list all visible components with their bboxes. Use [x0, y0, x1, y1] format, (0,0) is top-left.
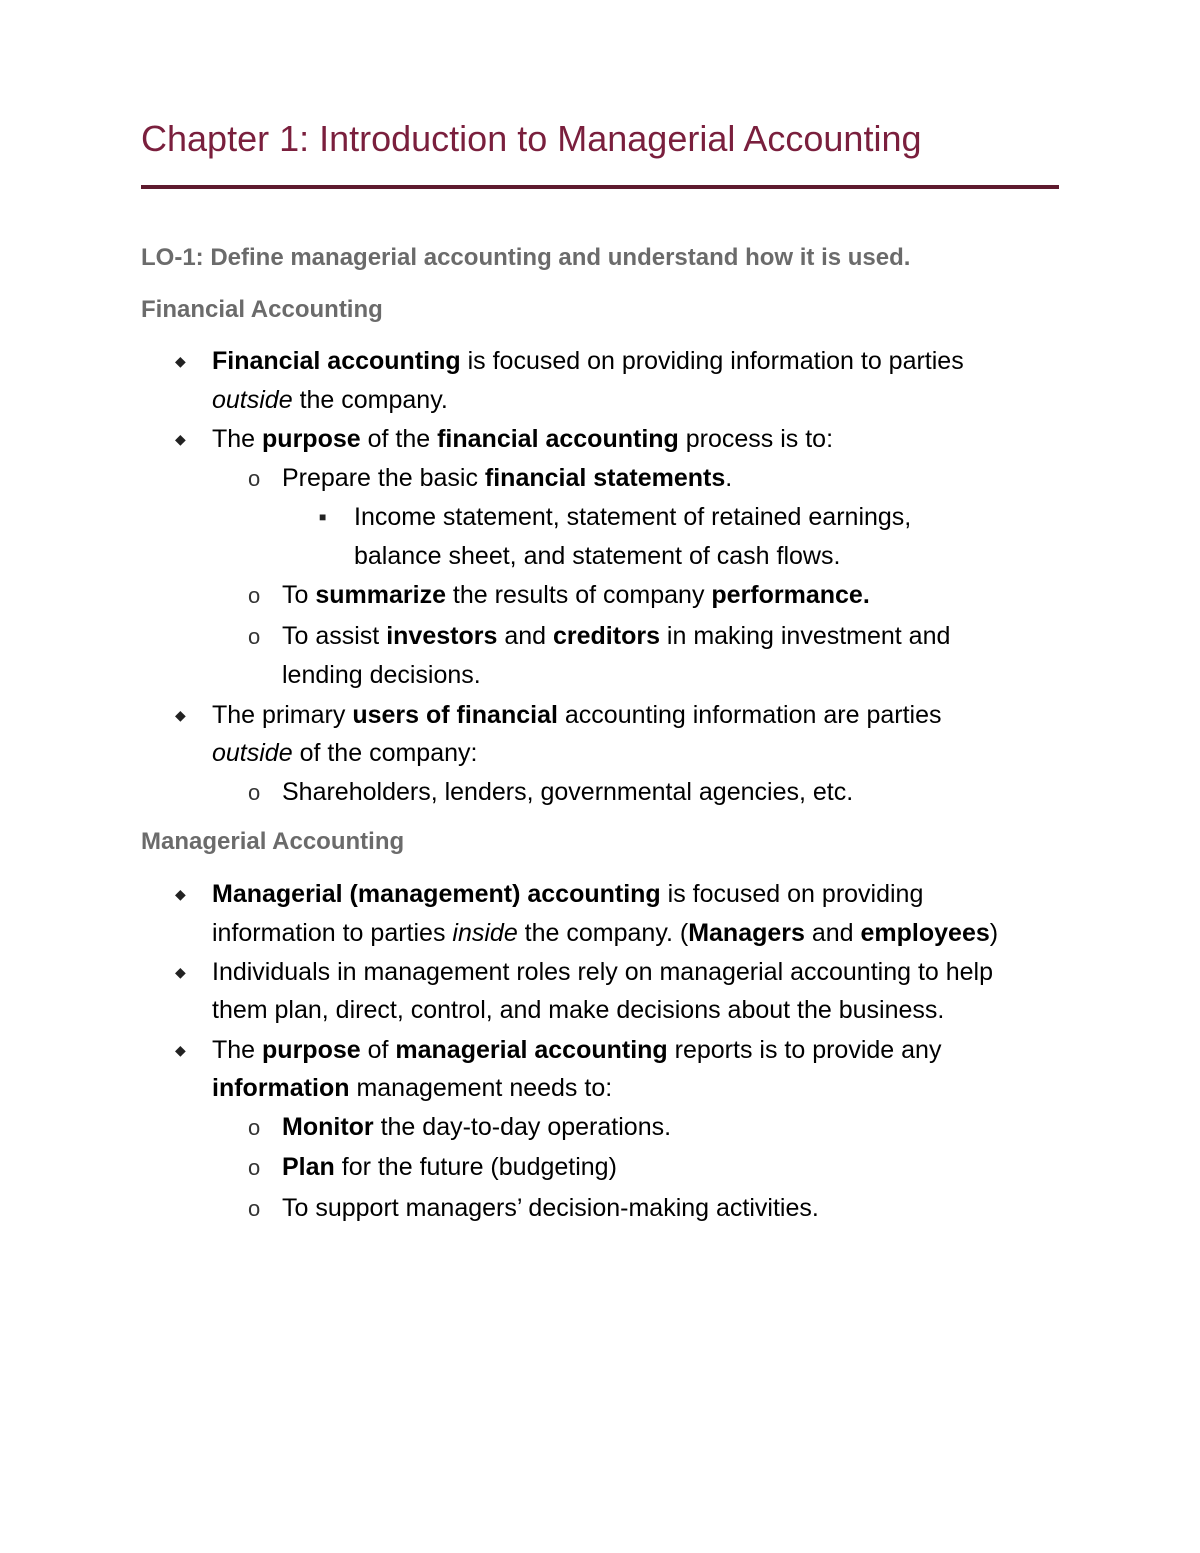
list-item: To summarize the results of company performance.	[282, 581, 870, 609]
section-heading-financial: Financial Accounting	[141, 296, 383, 323]
list-item: The purpose of the financial accounting process is to:	[212, 425, 834, 453]
list-item-continuation: outside the company.	[212, 386, 448, 414]
list-item-continuation: information to parties inside the company. (Managers and employees)	[212, 919, 999, 947]
bullet-diamond-icon: ◆	[175, 707, 186, 723]
bullet-circle-icon: o	[248, 466, 261, 491]
list-item: Individuals in management roles rely on managerial accounting to help	[212, 958, 994, 986]
learning-objective-heading: LO-1: Define managerial accounting and understand how it is used.	[141, 244, 911, 271]
bullet-square-icon: ■	[319, 510, 327, 524]
list-item: Managerial (management) accounting is focused on providing	[212, 880, 924, 908]
bullet-circle-icon: o	[248, 1115, 261, 1140]
list-item: To assist investors and creditors in making investment and	[282, 622, 951, 650]
list-item-continuation: outside of the company:	[212, 739, 478, 767]
section-heading-managerial: Managerial Accounting	[141, 828, 405, 855]
list-item: Plan for the future (budgeting)	[282, 1153, 617, 1181]
list-item: To support managers’ decision-making activities.	[282, 1194, 819, 1222]
bullet-diamond-icon: ◆	[175, 886, 186, 902]
list-item: Income statement, statement of retained earnings,	[354, 503, 912, 531]
bullet-diamond-icon: ◆	[175, 964, 186, 980]
bullet-circle-icon: o	[248, 624, 261, 649]
list-item: The primary users of financial accounting information are parties	[212, 701, 942, 729]
list-item: Financial accounting is focused on providing information to parties	[212, 347, 964, 375]
bullet-circle-icon: o	[248, 1155, 261, 1180]
bullet-diamond-icon: ◆	[175, 353, 186, 369]
bullet-circle-icon: o	[248, 583, 261, 608]
bullet-diamond-icon: ◆	[175, 431, 186, 447]
title-rule	[141, 185, 1059, 189]
list-item: The purpose of managerial accounting reports is to provide any	[212, 1036, 942, 1064]
bullet-diamond-icon: ◆	[175, 1042, 186, 1058]
list-item-continuation: information management needs to:	[212, 1074, 613, 1102]
list-item: Prepare the basic financial statements.	[282, 464, 733, 492]
list-item: Shareholders, lenders, governmental agencies, etc.	[282, 778, 854, 806]
page-title: Chapter 1: Introduction to Managerial Accounting	[141, 118, 922, 159]
bullet-circle-icon: o	[248, 780, 261, 805]
list-item-continuation: lending decisions.	[282, 661, 481, 689]
list-item: Monitor the day-to-day operations.	[282, 1113, 672, 1141]
bullet-circle-icon: o	[248, 1196, 261, 1221]
list-item-continuation: them plan, direct, control, and make decisions about the business.	[212, 996, 945, 1024]
list-item-continuation: balance sheet, and statement of cash flows.	[354, 542, 841, 570]
